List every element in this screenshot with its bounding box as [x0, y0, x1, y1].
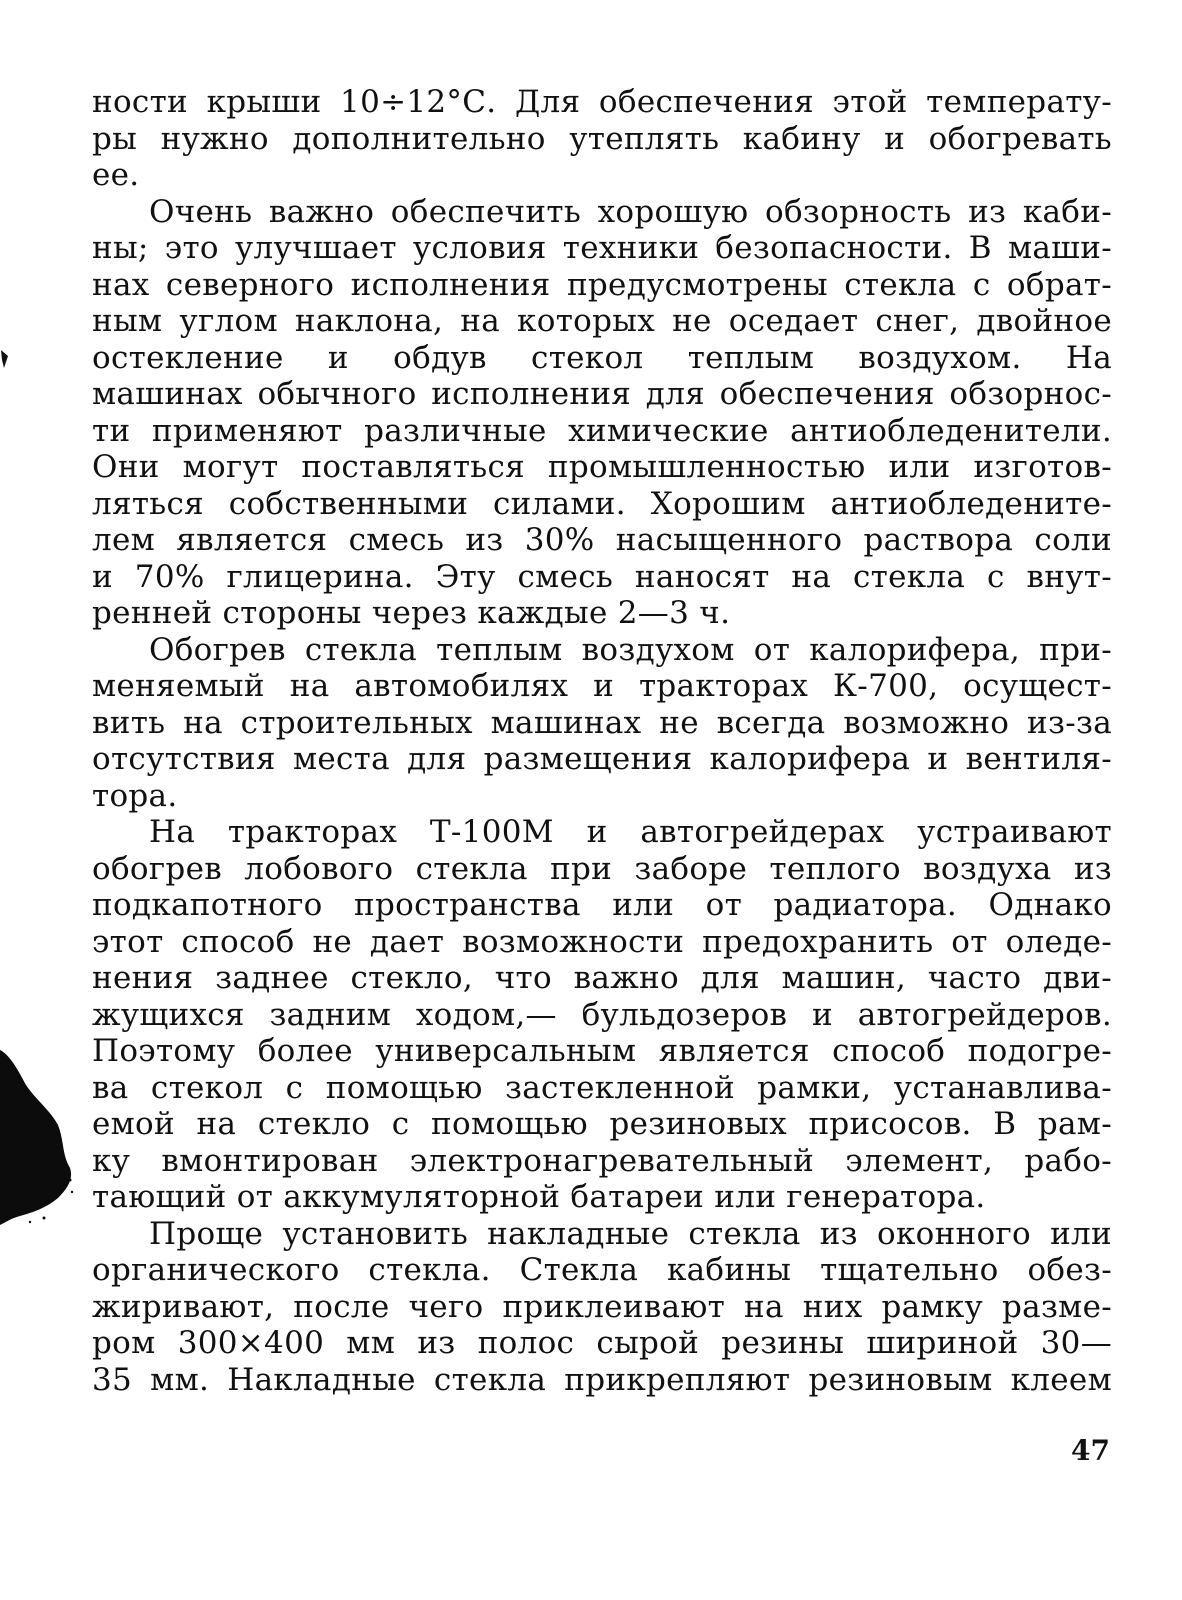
text-line: ры нужно дополнительно утеплять кабину и обогревать — [92, 120, 1112, 157]
text-line: жиривают, после чего приклеивают на них рамку разме- — [92, 1288, 1112, 1325]
text-line: На тракторах Т-100М и автогрейдерах устраивают — [149, 814, 1112, 850]
text-line: Обогрев стекла теплым воздухом от калорифера, при- — [149, 631, 1112, 668]
text-line: емой на стекло с помощью резиновых присосов. В рам- — [92, 1106, 1112, 1142]
text-line: Очень важно обеспечить хорошую обзорность из каби- — [149, 193, 1112, 230]
text-line: ром 300×400 мм из полос сырой резины шириной 30— — [92, 1325, 1112, 1361]
text-line: Они могут поставляться промышленностью или изготов- — [92, 449, 1112, 485]
text-line: ренней стороны через каждые 2—3 ч. — [92, 595, 731, 631]
text-line: ва стекол с помощью застекленной рамки, устанавлива- — [92, 1069, 1112, 1106]
text-line: ны; это улучшает условия техники безопасности. В маши- — [92, 230, 1112, 266]
text-line: жущихся задним ходом,— бульдозеров и автогрейдеров. — [92, 996, 1112, 1033]
text-line: ее. — [92, 157, 140, 193]
text-line: этот способ не дает возможности предохранить от оледе- — [92, 923, 1112, 960]
text-line: 35 мм. Накладные стекла прикрепляют резиновым клеем — [92, 1361, 1112, 1398]
text-line: ляться собственными силами. Хорошим антиобледените- — [92, 485, 1112, 522]
page-body — [92, 84, 1112, 1398]
text-line: ку вмонтирован электронагревательный элемент, рабо- — [92, 1142, 1112, 1179]
margin-mark — [0, 348, 10, 370]
text-line: тающий от аккумуляторной батареи или генератора. — [92, 1179, 986, 1215]
text-line: Поэтому более универсальным является способ подогре- — [92, 1033, 1112, 1069]
text-line: тора. — [92, 777, 178, 814]
text-line: Проще установить накладные стекла из оконного или — [149, 1215, 1112, 1252]
text-line: ным углом наклона, на которых не оседает снег, двойное — [92, 303, 1112, 339]
text-line: отсутствия места для размещения калорифера и вентиля- — [92, 741, 1112, 777]
page-number: 47 — [1071, 1434, 1110, 1467]
text-line: органического стекла. Стекла кабины тщательно обез- — [92, 1252, 1112, 1288]
text-line: нения заднее стекло, что важно для машин, часто дви- — [92, 960, 1112, 996]
text-line: и 70% глицерина. Эту смесь наносят на стекла с внут- — [92, 558, 1112, 595]
ink-blot — [0, 1030, 80, 1230]
text-line: машинах обычного исполнения для обеспечения обзорнос- — [92, 376, 1112, 412]
text-line: нах северного исполнения предусмотрены стекла с обрат- — [92, 266, 1112, 303]
text-line: меняемый на автомобилях и тракторах К-700, осущест- — [92, 668, 1112, 704]
text-line: обогрев лобового стекла при заборе теплого воздуха из — [92, 850, 1112, 887]
text-line: вить на строительных машинах не всегда возможно из-за — [92, 704, 1112, 741]
text-line: подкапотного пространства или от радиатора. Однако — [92, 887, 1112, 923]
text-line: остекление и обдув стекол теплым воздухом. На — [92, 339, 1112, 376]
text-line: ти применяют различные химические антиобледенители. — [92, 412, 1112, 449]
text-line: ности крыши 10÷12°С. Для обеспечения этой температу- — [92, 84, 1112, 120]
text-line: лем является смесь из 30% насыщенного раствора соли — [92, 522, 1112, 558]
